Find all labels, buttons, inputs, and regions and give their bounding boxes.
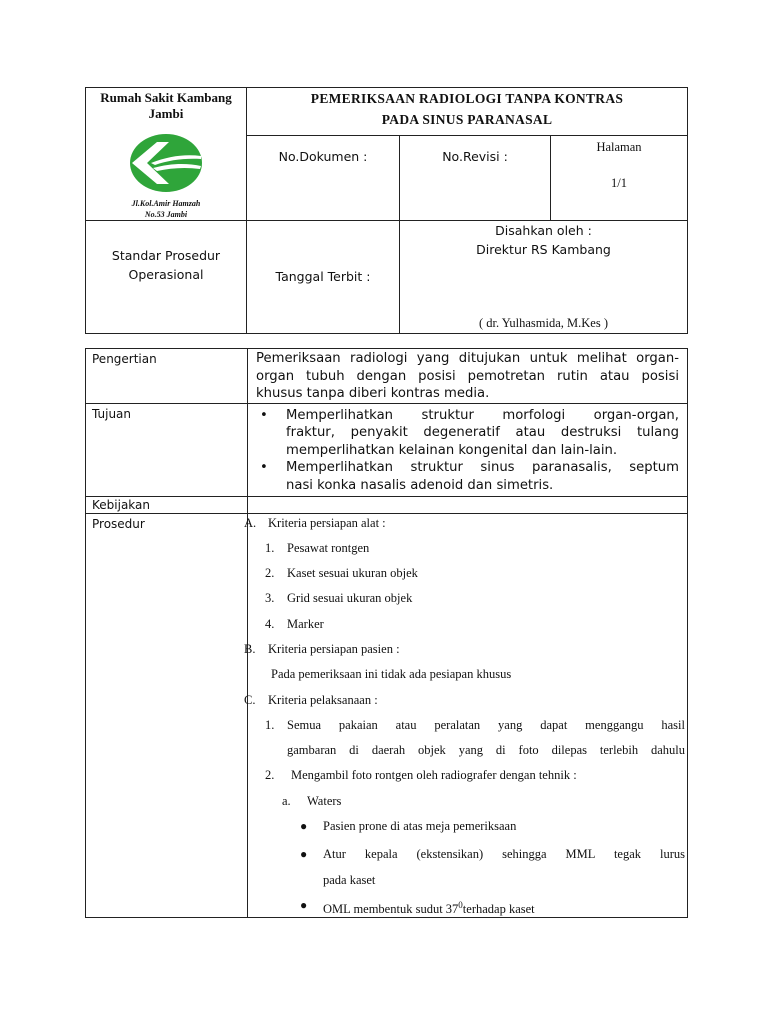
no-dokumen-cell <box>247 136 400 221</box>
prosedur-content <box>244 513 688 917</box>
section-b-text: Pada pemeriksaan ini tidak ada pesiapan khusus <box>271 667 512 682</box>
document-title <box>247 88 688 136</box>
no-revisi-label: No.Revisi : <box>442 149 508 165</box>
tanggal-terbit-label: Tanggal Terbit : <box>275 269 371 284</box>
tujuan-b1-line-2: fraktur, penyakit degeneratif atau destruksi tulang <box>286 425 679 440</box>
header-table <box>85 87 688 334</box>
c-item-1-line-1: Semua pakaian atau peralatan yang dapat menggangu hasil <box>287 717 685 732</box>
a-item-4-text: Marker <box>287 616 324 631</box>
waters-bullet-2-line-1: Atur kepala (ekstensikan) sehingga MML tegak lurus <box>323 847 685 862</box>
kebijakan-label: Kebijakan <box>86 496 248 513</box>
direktur-label: Direktur RS Kambang <box>476 242 611 257</box>
degree-superscript: 0 <box>458 899 463 910</box>
tujuan-bullet-1 <box>250 407 679 460</box>
a-item-3-marker: 3. <box>265 591 275 606</box>
disahkan-label: Disahkan oleh : <box>495 223 592 238</box>
halaman-label: Halaman <box>596 140 642 155</box>
address-line-2: No.53 Jambi <box>144 210 188 219</box>
tujuan-bullet-2 <box>250 459 679 494</box>
section-c-title: Kriteria pelaksanaan : <box>268 692 378 707</box>
pengertian-line-1: Pemeriksaan radiologi yang ditujukan untuk melihat organ- <box>256 351 679 366</box>
a-item-1-marker: 1. <box>265 540 275 555</box>
bullet-icon: ● <box>300 897 308 912</box>
a-item-4-marker: 4. <box>265 616 275 631</box>
pengertian-content <box>248 349 688 404</box>
oml-text-after: terhadap kaset <box>462 902 535 917</box>
prosedur-label: Prosedur <box>86 513 248 917</box>
address-line-1: Jl.Kol.Amir Hamzah <box>131 199 201 208</box>
no-dokumen-label: No.Dokumen : <box>278 149 368 165</box>
tujuan-b1-line-3: memperlihatkan kelainan kongenital dan lain-lain. <box>286 442 618 458</box>
content-table <box>85 348 688 918</box>
a-item-2-text: Kaset sesuai ukuran objek <box>287 566 418 581</box>
oml-text: OML membentuk sudut 37 <box>323 902 459 917</box>
c-item-2-text: Mengambil foto rontgen oleh radiografer dengan tehnik : <box>291 768 577 783</box>
halaman-value: 1/1 <box>611 176 627 191</box>
a-item-2-marker: 2. <box>265 566 275 581</box>
pengertian-line-3: khusus tanpa diberi kontras media. <box>256 386 490 401</box>
title-line-2: PADA SINUS PARANASAL <box>381 112 553 127</box>
no-revisi-cell <box>400 136 551 221</box>
c-item-1-marker: 1. <box>265 717 275 732</box>
pengertian-label: Pengertian <box>86 349 248 404</box>
halaman-cell <box>551 136 688 221</box>
section-b-marker: B. <box>244 641 256 656</box>
row-tujuan <box>86 403 688 496</box>
signatory-name: ( dr. Yulhasmida, M.Kes ) <box>478 316 609 330</box>
a-item-3-text: Grid sesuai ukuran objek <box>287 591 413 606</box>
section-a-title: Kriteria persiapan alat : <box>268 515 386 530</box>
c-sub-a-title: Waters <box>307 793 342 808</box>
title-line-1: PEMERIKSAAN RADIOLOGI TANPA KONTRAS <box>310 91 624 106</box>
row-prosedur <box>86 513 688 917</box>
hospital-name-line-2: Jambi <box>148 106 184 121</box>
bullet-icon: ● <box>300 847 308 862</box>
c-item-1-line-2: gambaran di daerah objek yang di foto dilepas terlebih dahulu <box>287 743 685 758</box>
tujuan-b2-line-2: nasi konka nasalis adenoid dan simetris. <box>286 477 554 493</box>
approval-cell <box>400 221 688 334</box>
tujuan-b2-line-1: • Memperlihatkan struktur sinus paranasalis, septum <box>286 460 679 475</box>
section-c-marker: C. <box>244 692 256 707</box>
hospital-logo-icon <box>127 132 205 194</box>
waters-bullet-3 <box>323 899 535 917</box>
hospital-cell <box>86 88 247 221</box>
hospital-name-line-1: Rumah Sakit Kambang <box>100 90 232 105</box>
sop-label-line-2: Operasional <box>128 267 204 282</box>
sop-cell <box>86 221 247 334</box>
sop-label-line-1: Standar Prosedur <box>111 248 221 263</box>
row-pengertian <box>86 349 688 404</box>
tujuan-content <box>248 403 688 496</box>
tanggal-terbit-cell <box>247 221 400 334</box>
hospital-logo <box>86 122 246 198</box>
waters-bullet-1: Pasien prone di atas meja pemeriksaan <box>323 819 517 834</box>
bullet-icon: ● <box>300 819 308 834</box>
tujuan-label: Tujuan <box>86 403 248 496</box>
a-item-1-text: Pesawat rontgen <box>287 540 370 555</box>
c-sub-a-marker: a. <box>282 793 291 808</box>
section-a-marker: A. <box>244 515 257 530</box>
section-b-title: Kriteria persiapan pasien : <box>268 641 400 656</box>
waters-bullet-2-line-2: pada kaset <box>323 872 376 887</box>
tujuan-b1-line-1: • Memperlihatkan struktur morfologi organ-organ, <box>286 407 679 423</box>
pengertian-line-2: organ tubuh dengan posisi pemotretan rutin atau posisi <box>256 368 679 384</box>
c-item-2-marker: 2. <box>265 768 275 783</box>
